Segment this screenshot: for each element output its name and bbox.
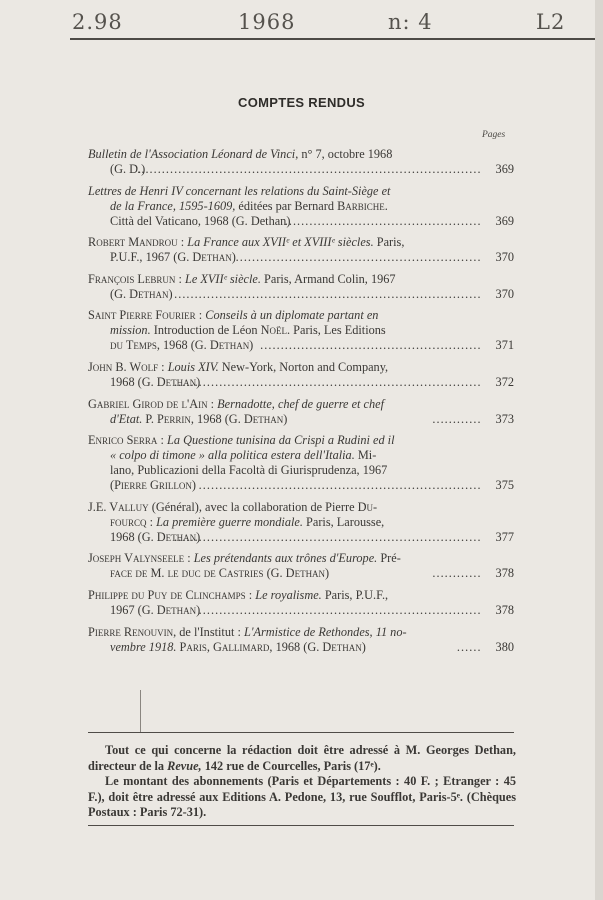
page-number: 378	[495, 602, 514, 617]
page-number: 369	[495, 162, 514, 176]
list-item: Saint Pierre Fourier : Conseils à un diplomate partant en mission. Introduction de Léon Noël. Paris, Les Editions du Temps, 1968 (G. Dethan) ……………………………………………… 371	[88, 308, 514, 353]
page-number: 370	[495, 286, 514, 301]
list-item: Lettres de Henri IV concernant les relations du Saint-Siège et de la France, 1595-1609, éditées par Bernard Barbiche. Città del Vaticano, 1968 (G. Dethan) ………………………………………… 369	[88, 183, 514, 228]
list-item: John B. Wolf : Louis XIV. New-York, Norton and Company, 1968 (G. Dethan) ………………………………………………………………… 372	[88, 359, 514, 389]
page-number: 372	[495, 374, 514, 389]
list-item: Joseph Valynseele : Les prétendants aux trônes d'Europe. Pré- face de M. le duc de Castries (G. Dethan) ………… 378	[88, 551, 514, 581]
page-number: 371	[495, 338, 514, 353]
list-item: J.E. Valluy (Général), avec la collaboration de Pierre Du- fourcq : La première guerre mondiale. Paris, Larousse, 1968 (G. Dethan) ………………………………………………………………… 377	[88, 499, 514, 544]
page-edge	[595, 0, 603, 900]
list-item: Bulletin de l'Association Léonard de Vinci, n° 7, octobre 1968 (G. D.) ………………………………………………………………………… 369	[88, 147, 514, 176]
list-item: Philippe du Puy de Clinchamps : Le royalisme. Paris, P.U.F., 1967 (G. Dethan) …………………………………………………………… 378	[88, 587, 514, 617]
page-number: 375	[495, 478, 514, 493]
handwritten-year: 1968	[238, 10, 296, 34]
page-number: 373	[495, 411, 514, 426]
pages-column-label: Pages	[482, 130, 506, 140]
review-list	[88, 147, 514, 661]
list-item: Enrico Serra : La Questione tunisina da Crispi a Rudini ed il « colpo di timone » alla politica estera dell'Italia. Mi- lano, Publicazioni della Facoltà di Giurisprudenza, 1967 (Pierre Grillon) …………………………………………………………… 375	[88, 433, 514, 493]
handwritten-ref-number: 2.98	[72, 10, 123, 34]
page-title: COMPTES RENDUS	[238, 95, 365, 110]
editorial-notice: Tout ce qui concerne la rédaction doit être adressé à M. Georges Dethan, directeur de la Revue, 142 rue de Courcelles, Paris (17ᵉ). Le montant des abonnements (Paris et Départements : 40 F. ; Etranger : 45 F.), doit être adressé aux Editions A. Pedone, 13, rue Soufflot, Paris-5ᵉ. (Chèques Postaux : Paris 72-31).	[88, 743, 516, 819]
page-number: 377	[495, 529, 514, 544]
page-number: 378	[495, 566, 514, 581]
page-number: 370	[495, 250, 514, 265]
page-number: 369	[495, 213, 514, 228]
list-item: Gabriel Girod de l'Ain : Bernadotte, chef de guerre et chef d'Etat. P. Perrin, 1968 (G. Dethan) ………… 373	[88, 396, 514, 426]
handwritten-code: L2	[536, 10, 566, 34]
pencil-mark	[140, 690, 141, 732]
divider	[88, 732, 514, 733]
list-item: Robert Mandrou : La France aux XVIIᵉ et XVIIIᵉ siècles. Paris, P.U.F., 1967 (G. Dethan) …………………………………………………… 370	[88, 235, 514, 265]
page-number: 380	[495, 639, 514, 654]
handwritten-underline	[70, 38, 595, 40]
divider	[88, 825, 514, 826]
handwritten-issue: n: 4	[388, 10, 433, 34]
list-item: Pierre Renouvin, de l'Institut : L'Armistice de Rethondes, 11 no- vembre 1918. Paris, Gallimard, 1968 (G. Dethan) …… 380	[88, 624, 514, 654]
list-item: François Lebrun : Le XVIIᵉ siècle. Paris, Armand Colin, 1967 (G. Dethan) ………………………………………………………………… 370	[88, 271, 514, 301]
